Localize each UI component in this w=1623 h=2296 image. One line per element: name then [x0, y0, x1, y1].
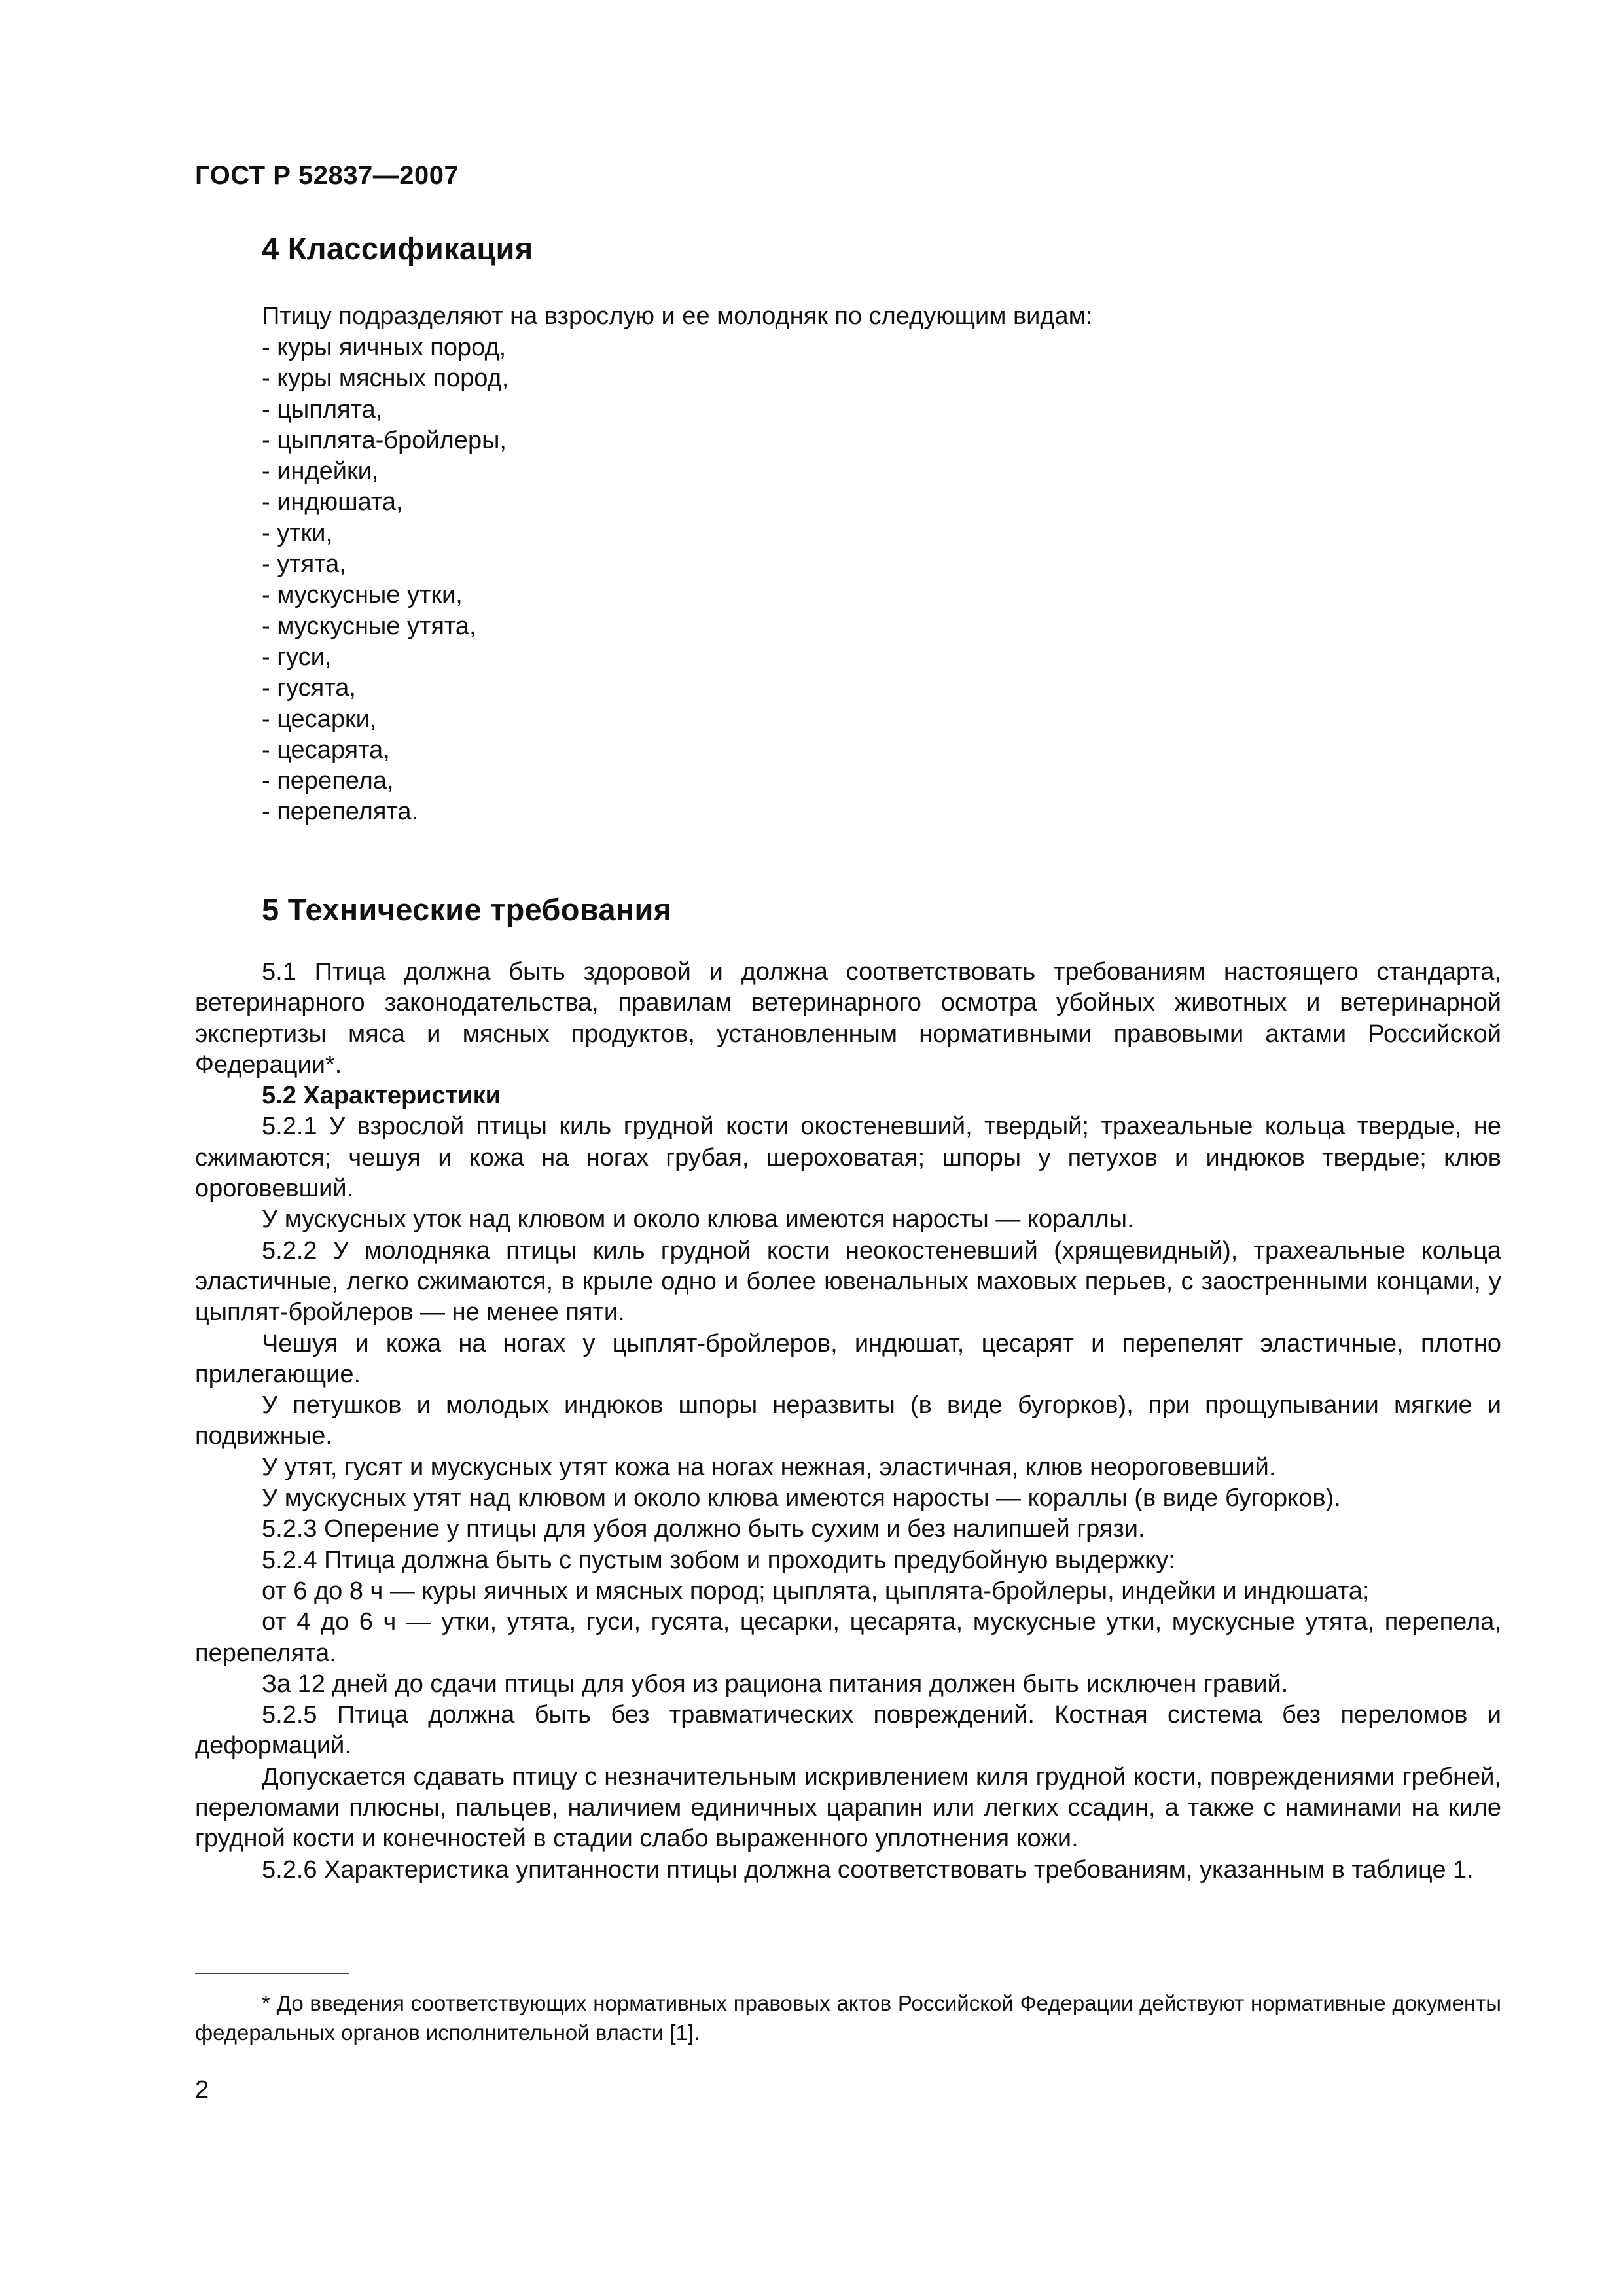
list-item: - цыплята, [262, 395, 383, 423]
list-item: - куры мясных пород, [262, 365, 509, 393]
paragraph-5-2-1: 5.2.1 У взрослой птицы киль грудной кости окостеневший, твердый; трахеальные кольца твердые, не сжимаются; чешуя и кожа на ногах грубая, шероховатая; шпоры у петухов и индюков твердые; клюв ороговевший. [195, 1113, 1501, 1203]
list-item: - мускусные утята, [262, 612, 476, 640]
section-4-title: 4 Классификация [262, 231, 533, 266]
paragraph-5-2-2: 5.2.2 У молодняка птицы киль грудной кости неокостеневший (хрящевидный), трахеальные кольца эластичные, легко сжимаются, в крыле одно и более ювенальных маховых перьев, с заостренными концами, у цыплят-бройлеров — не менее пяти. [195, 1236, 1501, 1327]
document-header: ГОСТ Р 52837—2007 [195, 161, 459, 190]
list-item: - индюшата, [262, 488, 403, 516]
paragraph-5-2-4: 5.2.4 Птица должна быть с пустым зобом и проходить предубойную выдержку: [262, 1546, 1175, 1574]
paragraph-5-2-3: 5.2.3 Оперение у птицы для убоя должно быть сухим и без налипшей грязи. [262, 1515, 1145, 1543]
list-item: - утята, [262, 550, 346, 579]
species-list [262, 332, 508, 828]
list-item: - гусята, [262, 674, 356, 702]
list-item: - мускусные утки, [262, 581, 463, 609]
paragraph: от 6 до 8 ч — куры яичных и мясных пород; цыплята, цыплята-бройлеры, индейки и индюшата; [262, 1577, 1370, 1605]
paragraph-5-1: 5.1 Птица должна быть здоровой и должна соответствовать требованиям настоящего стандарта, ветеринарного законодательства, правилам ветеринарного осмотра убойных животных и ветеринарной экспертизы мяса и мясных продуктов, установленным нормативными правовыми актами Российской Федерации*. [195, 958, 1501, 1079]
paragraph: У петушков и молодых индюков шпоры неразвиты (в виде бугорков), при прощупывании мягкие и подвижные. [195, 1391, 1501, 1450]
list-item: - цесарята, [262, 736, 390, 764]
list-item: - гуси, [262, 643, 332, 671]
list-item: - перепелята. [262, 798, 419, 826]
section-5-title: 5 Технические требования [262, 892, 672, 927]
list-item: - индейки, [262, 457, 379, 486]
footnote-divider [195, 1973, 349, 1974]
paragraph: Чешуя и кожа на ногах у цыплят-бройлеров, индюшат, цесарят и перепелят эластичные, плотно прилегающие. [195, 1329, 1501, 1388]
list-item: - цесарки, [262, 705, 377, 733]
paragraph-5-2-5: 5.2.5 Птица должна быть без травматических повреждений. Костная система без переломов и деформаций. [195, 1701, 1501, 1760]
paragraph: У мускусных уток над клювом и около клюва имеются наросты — кораллы. [262, 1206, 1134, 1234]
paragraph: За 12 дней до сдачи птицы для убоя из рациона питания должен быть исключен гравий. [262, 1670, 1289, 1698]
section-5-body [195, 957, 1501, 1886]
footnote: * До введения соответствующих нормативных правовых актов Российской Федерации действуют нормативные документы федеральных органов исполнительной власти [1]. [195, 1991, 1501, 2045]
list-item: - куры яичных пород, [262, 334, 507, 361]
page-number: 2 [195, 2076, 209, 2104]
paragraph: У утят, гусят и мускусных утят кожа на ногах нежная, эластичная, клюв неороговевший. [262, 1453, 1276, 1481]
paragraph: Допускается сдавать птицу с незначительным искривлением киля грудной кости, повреждениями гребней, переломами плюсны, пальцев, наличием единичных царапин или легких ссадин, а также с наминами на киле грудной кости и конечностей в стадии слабо выраженного уплотнения кожи. [195, 1763, 1501, 1853]
section-4-intro: Птицу подразделяют на взрослую и ее молодняк по следующим видам: [262, 302, 1093, 330]
paragraph: от 4 до 6 ч — утки, утята, гуси, гусята, цесарки, цесарята, мускусные утки, мускусные утята, перепела, перепелята. [195, 1608, 1501, 1667]
paragraph: У мускусных утят над клювом и около клюва имеются наросты — кораллы (в виде бугорков). [262, 1484, 1341, 1513]
list-item: - перепела, [262, 767, 394, 795]
list-item: - утки, [262, 519, 333, 547]
list-item: - цыплята-бройлеры, [262, 426, 507, 454]
paragraph-5-2-6: 5.2.6 Характеристика упитанности птицы должна соответствовать требованиям, указанным в таблице 1. [262, 1856, 1474, 1884]
subsection-5-2-heading: 5.2 Характеристики [262, 1082, 501, 1110]
